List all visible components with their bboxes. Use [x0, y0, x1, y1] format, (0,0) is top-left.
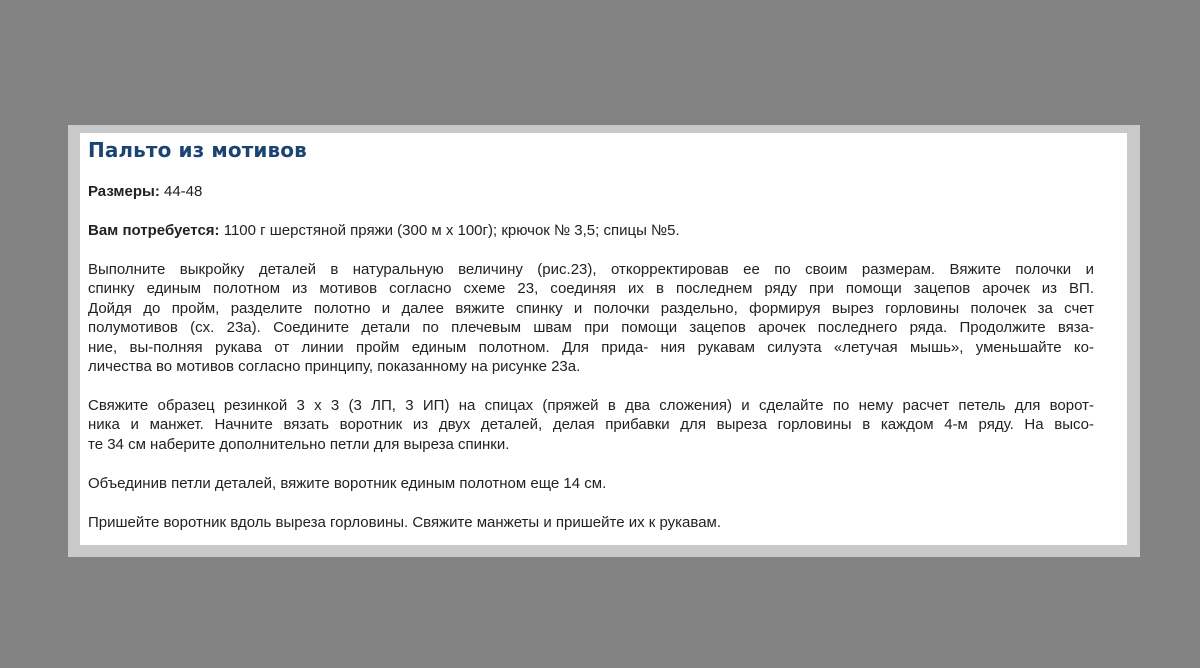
- document-panel: [80, 133, 1127, 545]
- materials-value: 1100 г шерстяной пряжи (300 м х 100г); крючок № 3,5; спицы №5.: [219, 222, 680, 239]
- page-title: Пальто из мотивов: [88, 138, 307, 162]
- instructions-paragraph-3: Объединив петли деталей, вяжите воротник единым полотном еще 14 см.: [88, 475, 607, 492]
- paragraph-line: те 34 см наберите дополнительно петли для выреза спинки.: [88, 435, 510, 453]
- sizes-line: [88, 182, 1094, 201]
- sizes-label: Размеры:: [88, 183, 160, 200]
- sizes-value: 44-48: [159, 183, 203, 200]
- instructions-paragraph-4: Пришейте воротник вдоль выреза горловины. Свяжите манжеты и пришейте их к рукавам.: [88, 514, 722, 531]
- instructions-paragraph-1: [88, 260, 1094, 376]
- instructions-paragraph-2: [88, 396, 1094, 454]
- paragraph-line: личества во мотивов согласно принципу, показанному на рисунке 23а.: [88, 358, 581, 376]
- paragraph-line: ние, вы-полняя рукава от линии пройм единым полотном. Для прида- ния рукавам силуэта «летучая мышь», уменьшайте ко-: [88, 338, 1094, 356]
- paragraph-line: полумотивов (сх. 23а). Соедините детали по плечевым швам при помощи зацепов арочек последнего ряда. Продолжите вяза-: [88, 319, 1094, 337]
- materials-label: Вам потребуется:: [88, 222, 220, 239]
- paragraph-line: Дойдя до пройм, разделите полотно и далее вяжите спинку и полочки раздельно, формируя вырез горловины полочек за счет: [88, 299, 1094, 317]
- materials-line: [88, 221, 1094, 240]
- paragraph-line: Выполните выкройку деталей в натуральную величину (рис.23), откорректировав ее по своим размерам. Вяжите полочки и: [88, 261, 1094, 278]
- paragraph-line: спинку единым полотном из мотивов согласно схеме 23, соединяя их в последнем ряду при помощи зацепов арочек из ВП.: [88, 280, 1094, 298]
- paragraph-line: Свяжите образец резинкой 3 х 3 (3 ЛП, 3 ИП) на спицах (пряжей в два сложения) и сделайте по нему расчет петель для ворот-: [88, 397, 1094, 414]
- paragraph-line: ника и манжет. Начните вязать воротник из двух деталей, делая прибавки для выреза горловины в каждом 4-м ряду. На высо-: [88, 416, 1094, 434]
